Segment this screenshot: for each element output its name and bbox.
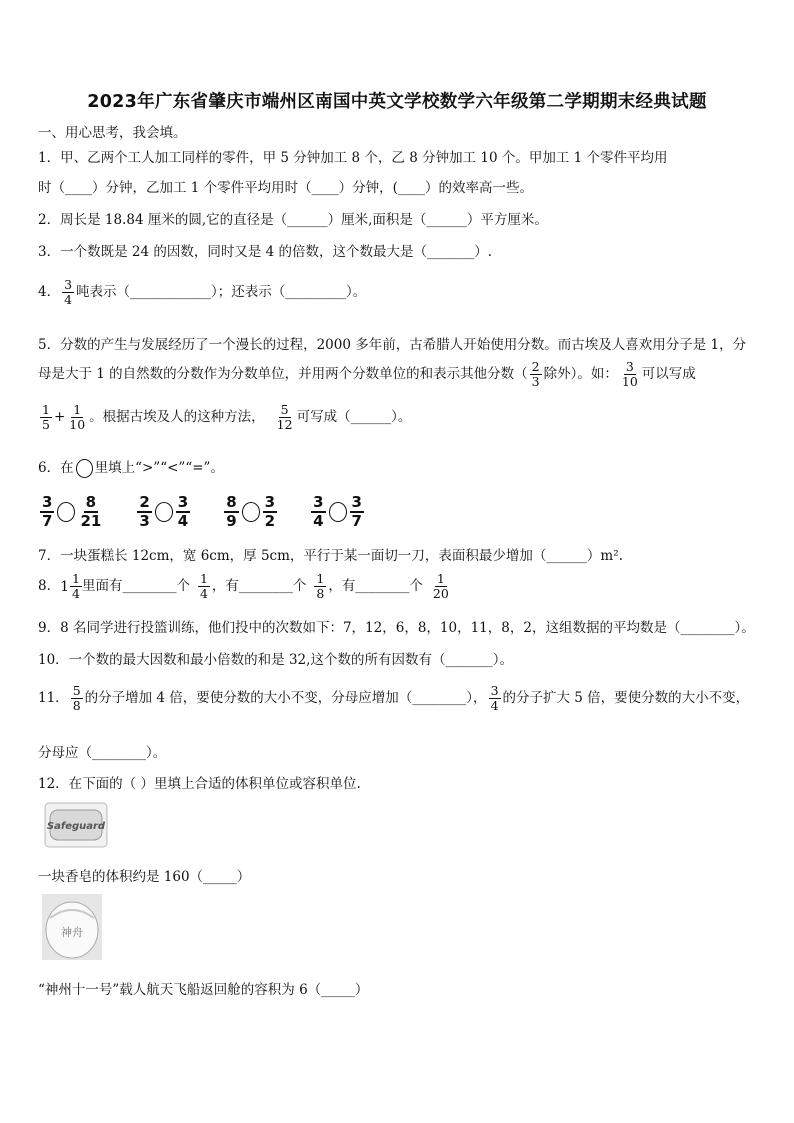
denominator: 20 (432, 586, 449, 601)
capsule-mark: 神舟 (61, 926, 83, 939)
fraction (176, 494, 190, 530)
numerator: 1 (316, 571, 325, 586)
whole-part: 1 (60, 578, 70, 595)
question-6 (38, 456, 224, 478)
fraction (530, 360, 542, 389)
question-8-text-a: 里面有________个 (81, 578, 190, 594)
numerator: 8 (226, 493, 237, 511)
denominator: 4 (490, 698, 499, 713)
plus-sign: + (53, 409, 66, 425)
question-9: 9．8 名同学进行投篮训练，他们投中的次数如下：7，12，6，8，10，11，8，2，这组数据的平均数是（________）。 (38, 620, 755, 636)
question-2: 2．周长是 18.84 厘米的圆,它的直径是（______）厘米,面积是（______）平方厘米。 (38, 212, 548, 228)
question-4-number: 4． (38, 284, 61, 300)
comparison-item (38, 494, 105, 530)
question-5-line-1: 5．分数的产生与发展经历了一个漫长的过程，2000 多年前，古希腊人开始使用分数。而古埃及人喜欢用分子是 1，分 (38, 337, 747, 353)
soap-image (44, 801, 108, 849)
comparison-item (222, 494, 279, 530)
question-5-line-2 (38, 360, 696, 389)
question-1-line-1: 1．甲、乙两个工人加工同样的零件，甲 5 分钟加工 8 个，乙 8 分钟加工 10 个。甲加工 1 个零件平均用 (38, 150, 668, 166)
numerator: 5 (72, 683, 81, 698)
question-5-text-b: 除外）。如： (543, 366, 618, 382)
denominator: 2 (264, 512, 276, 530)
soap-brand-label: Safeguard (46, 821, 106, 832)
denominator: 10 (69, 417, 86, 432)
denominator: 10 (621, 374, 638, 389)
numerator: 3 (264, 493, 276, 511)
question-6-number: 6．在 (38, 460, 74, 476)
denominator: 4 (199, 586, 208, 601)
compare-circle-icon (76, 459, 93, 478)
fraction (71, 684, 83, 713)
denominator: 8 (72, 698, 81, 713)
denominator: 4 (177, 512, 189, 530)
fraction (198, 572, 210, 601)
question-8-text-c: ，有________个 (328, 578, 423, 594)
question-11-text-a: 的分子增加 4 倍，要使分数的大小不变，分母应增加（________）， (84, 690, 487, 706)
question-5-text-d: 。根据古埃及人的这种方法， (89, 409, 265, 425)
question-11-number: 11． (38, 690, 69, 706)
question-11-line-1 (38, 684, 749, 713)
fraction (224, 494, 238, 530)
question-11-text-b: 的分子扩大 5 倍，要使分数的大小不变， (502, 690, 750, 706)
numerator: 1 (42, 402, 50, 417)
question-4-text: 吨表示（____________）；还表示（_________）。 (76, 284, 367, 300)
numerator: 3 (351, 493, 362, 511)
question-8-number: 8． (38, 578, 61, 594)
comparison-item (135, 494, 192, 530)
denominator: 4 (72, 586, 80, 601)
denominator: 9 (226, 512, 237, 530)
denominator: 4 (64, 292, 73, 307)
fraction (489, 684, 501, 713)
fraction (137, 494, 151, 530)
fraction (431, 572, 451, 601)
capsule-image (42, 894, 102, 960)
fraction (275, 403, 295, 432)
denominator: 4 (313, 512, 324, 530)
comparison-row (38, 494, 396, 530)
denominator: 7 (351, 512, 362, 530)
soap-sentence: 一块香皂的体积约是 160（_____） (38, 869, 251, 885)
numerator: 1 (72, 571, 80, 586)
answer-circle-icon[interactable] (329, 502, 347, 522)
fraction (40, 403, 52, 432)
numerator: 2 (139, 493, 150, 511)
numerator: 3 (177, 493, 189, 511)
question-3: 3．一个数既是 24 的因数，同时又是 4 的倍数，这个数最大是（_______）. (38, 244, 493, 260)
question-4 (38, 278, 366, 307)
question-7: 7．一块蛋糕长 12cm，宽 6cm，厚 5cm，平行于某一面切一刀，表面积最少增加（______）m². (38, 548, 623, 564)
fraction (70, 572, 82, 601)
question-5-line-3 (38, 403, 411, 432)
fraction (62, 278, 74, 307)
capsule-sentence: “神州十一号”载人航天飞船返回舱的容积为 6（_____） (38, 982, 369, 998)
question-11-line-2: 分母应（________）。 (38, 745, 167, 761)
denominator: 7 (42, 512, 53, 530)
question-5-text-e: 可写成（______）。 (296, 409, 412, 425)
fraction (314, 572, 326, 601)
fraction (78, 494, 103, 530)
question-12: 12．在下面的（ ）里填上合适的体积单位或容积单位. (38, 776, 361, 792)
section-heading: 一、用心思考，我会填。 (38, 125, 187, 141)
numerator: 3 (625, 359, 634, 374)
numerator: 2 (531, 359, 540, 374)
fraction (40, 494, 54, 530)
numerator: 3 (64, 277, 73, 292)
question-8 (38, 572, 453, 601)
fraction (67, 403, 87, 432)
denominator: 5 (42, 417, 50, 432)
answer-circle-icon[interactable] (57, 502, 75, 522)
denominator: 21 (80, 512, 102, 530)
denominator: 3 (531, 374, 540, 389)
question-5-text-c: 可以写成 (641, 366, 696, 382)
question-1-line-2: 时（____）分钟，乙加工 1 个零件平均用时（____）分钟，(____）的效率高一些。 (38, 180, 533, 196)
denominator: 3 (139, 512, 150, 530)
answer-circle-icon[interactable] (155, 502, 173, 522)
numerator: 8 (85, 493, 97, 511)
exam-title: 2023年广东省肇庆市端州区南国中英文学校数学六年级第二学期期末经典试题 (87, 92, 707, 112)
question-5-text-a: 母是大于 1 的自然数的分数作为分数单位，并用两个分数单位的和表示其他分数（ (38, 366, 528, 382)
numerator: 3 (490, 683, 499, 698)
question-10: 10．一个数的最大因数和最小倍数的和是 32,这个数的所有因数有（_______）。 (38, 652, 513, 668)
numerator: 3 (313, 493, 324, 511)
denominator: 12 (276, 417, 293, 432)
numerator: 1 (436, 571, 445, 586)
numerator: 3 (42, 493, 53, 511)
numerator: 5 (280, 402, 289, 417)
comparison-item (309, 494, 366, 530)
question-6-text: 里填上“>”“<”“=”。 (94, 460, 224, 476)
question-8-text-b: ，有________个 (211, 578, 307, 594)
fraction (350, 494, 364, 530)
numerator: 1 (199, 571, 208, 586)
fraction (263, 494, 277, 530)
fraction (620, 360, 640, 389)
fraction (311, 494, 325, 530)
answer-circle-icon[interactable] (242, 502, 260, 522)
denominator: 8 (316, 586, 325, 601)
numerator: 1 (73, 402, 82, 417)
mixed-number (60, 572, 82, 601)
